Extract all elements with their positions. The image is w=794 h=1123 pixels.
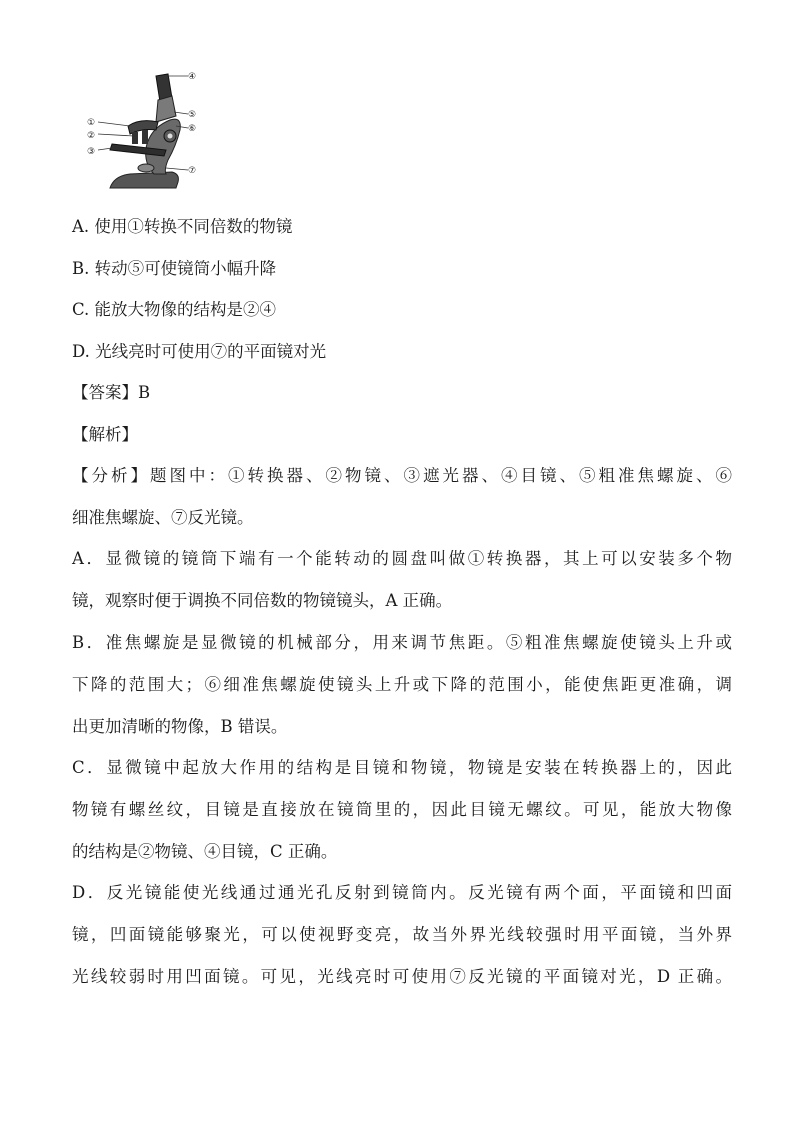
option-b: B. 转动⑤可使镜筒小幅升降 (72, 259, 277, 278)
analysis-line: 细准焦螺旋、⑦反光镜。 (72, 508, 254, 527)
analysis-heading: 【解析】 (72, 425, 138, 444)
option-d: D. 光线亮时可使用⑦的平面镜对光 (72, 342, 327, 361)
analysis-line: 镜，观察时便于调换不同倍数的物镜镜头，A 正确。 (72, 591, 453, 610)
analysis-line: 的结构是②物镜、④目镜，C 正确。 (72, 842, 338, 861)
analysis-line: 【分析】题图中：①转换器、②物镜、③遮光器、④目镜、⑤粗准焦螺旋、⑥ (72, 466, 732, 485)
analysis-line: D．反光镜能使光线通过通光孔反射到镜筒内。反光镜有两个面，平面镜和凹面 (72, 883, 732, 902)
figure-label-1: ① (87, 118, 96, 128)
analysis-line: 光线较弱时用凹面镜。可见，光线亮时可使用⑦反光镜的平面镜对光，D 正确。 (72, 967, 732, 986)
option-c: C. 能放大物像的结构是②④ (72, 300, 277, 319)
analysis-line: 物镜有螺丝纹，目镜是直接放在镜筒里的，因此目镜无螺纹。可见，能放大物像 (72, 800, 732, 819)
figure-label-4: ④ (188, 72, 197, 82)
analysis-line: 出更加清晰的物像，B 错误。 (72, 717, 288, 736)
figure-label-7: ⑦ (188, 166, 197, 176)
option-a: A. 使用①转换不同倍数的物镜 (72, 217, 293, 236)
analysis-line: 镜，凹面镜能够聚光，可以使视野变亮，故当外界光线较强时用平面镜，当外界 (72, 925, 732, 944)
figure-label-2: ② (87, 131, 96, 141)
analysis-line: C．显微镜中起放大作用的结构是目镜和物镜，物镜是安装在转换器上的，因此 (72, 758, 732, 777)
figure-label-5: ⑤ (188, 110, 197, 120)
mirror (138, 164, 154, 172)
analysis-line: B．准焦螺旋是显微镜的机械部分，用来调节焦距。⑤粗准焦螺旋使镜头上升或 (72, 633, 732, 652)
objective-lens (132, 132, 138, 144)
microscope-figure (84, 64, 212, 198)
fine-focus-knob (168, 134, 173, 139)
analysis-line: 下降的范围大；⑥细准焦螺旋使镜头上升或下降的范围小，能使焦距更准确，调 (72, 675, 732, 694)
microscope-base (110, 172, 178, 188)
figure-label-6: ⑥ (188, 124, 197, 134)
figure-label-3: ③ (87, 147, 96, 157)
answer: 【答案】B (72, 383, 151, 402)
analysis-line: A．显微镜的镜筒下端有一个能转动的圆盘叫做①转换器，其上可以安装多个物 (72, 549, 732, 568)
